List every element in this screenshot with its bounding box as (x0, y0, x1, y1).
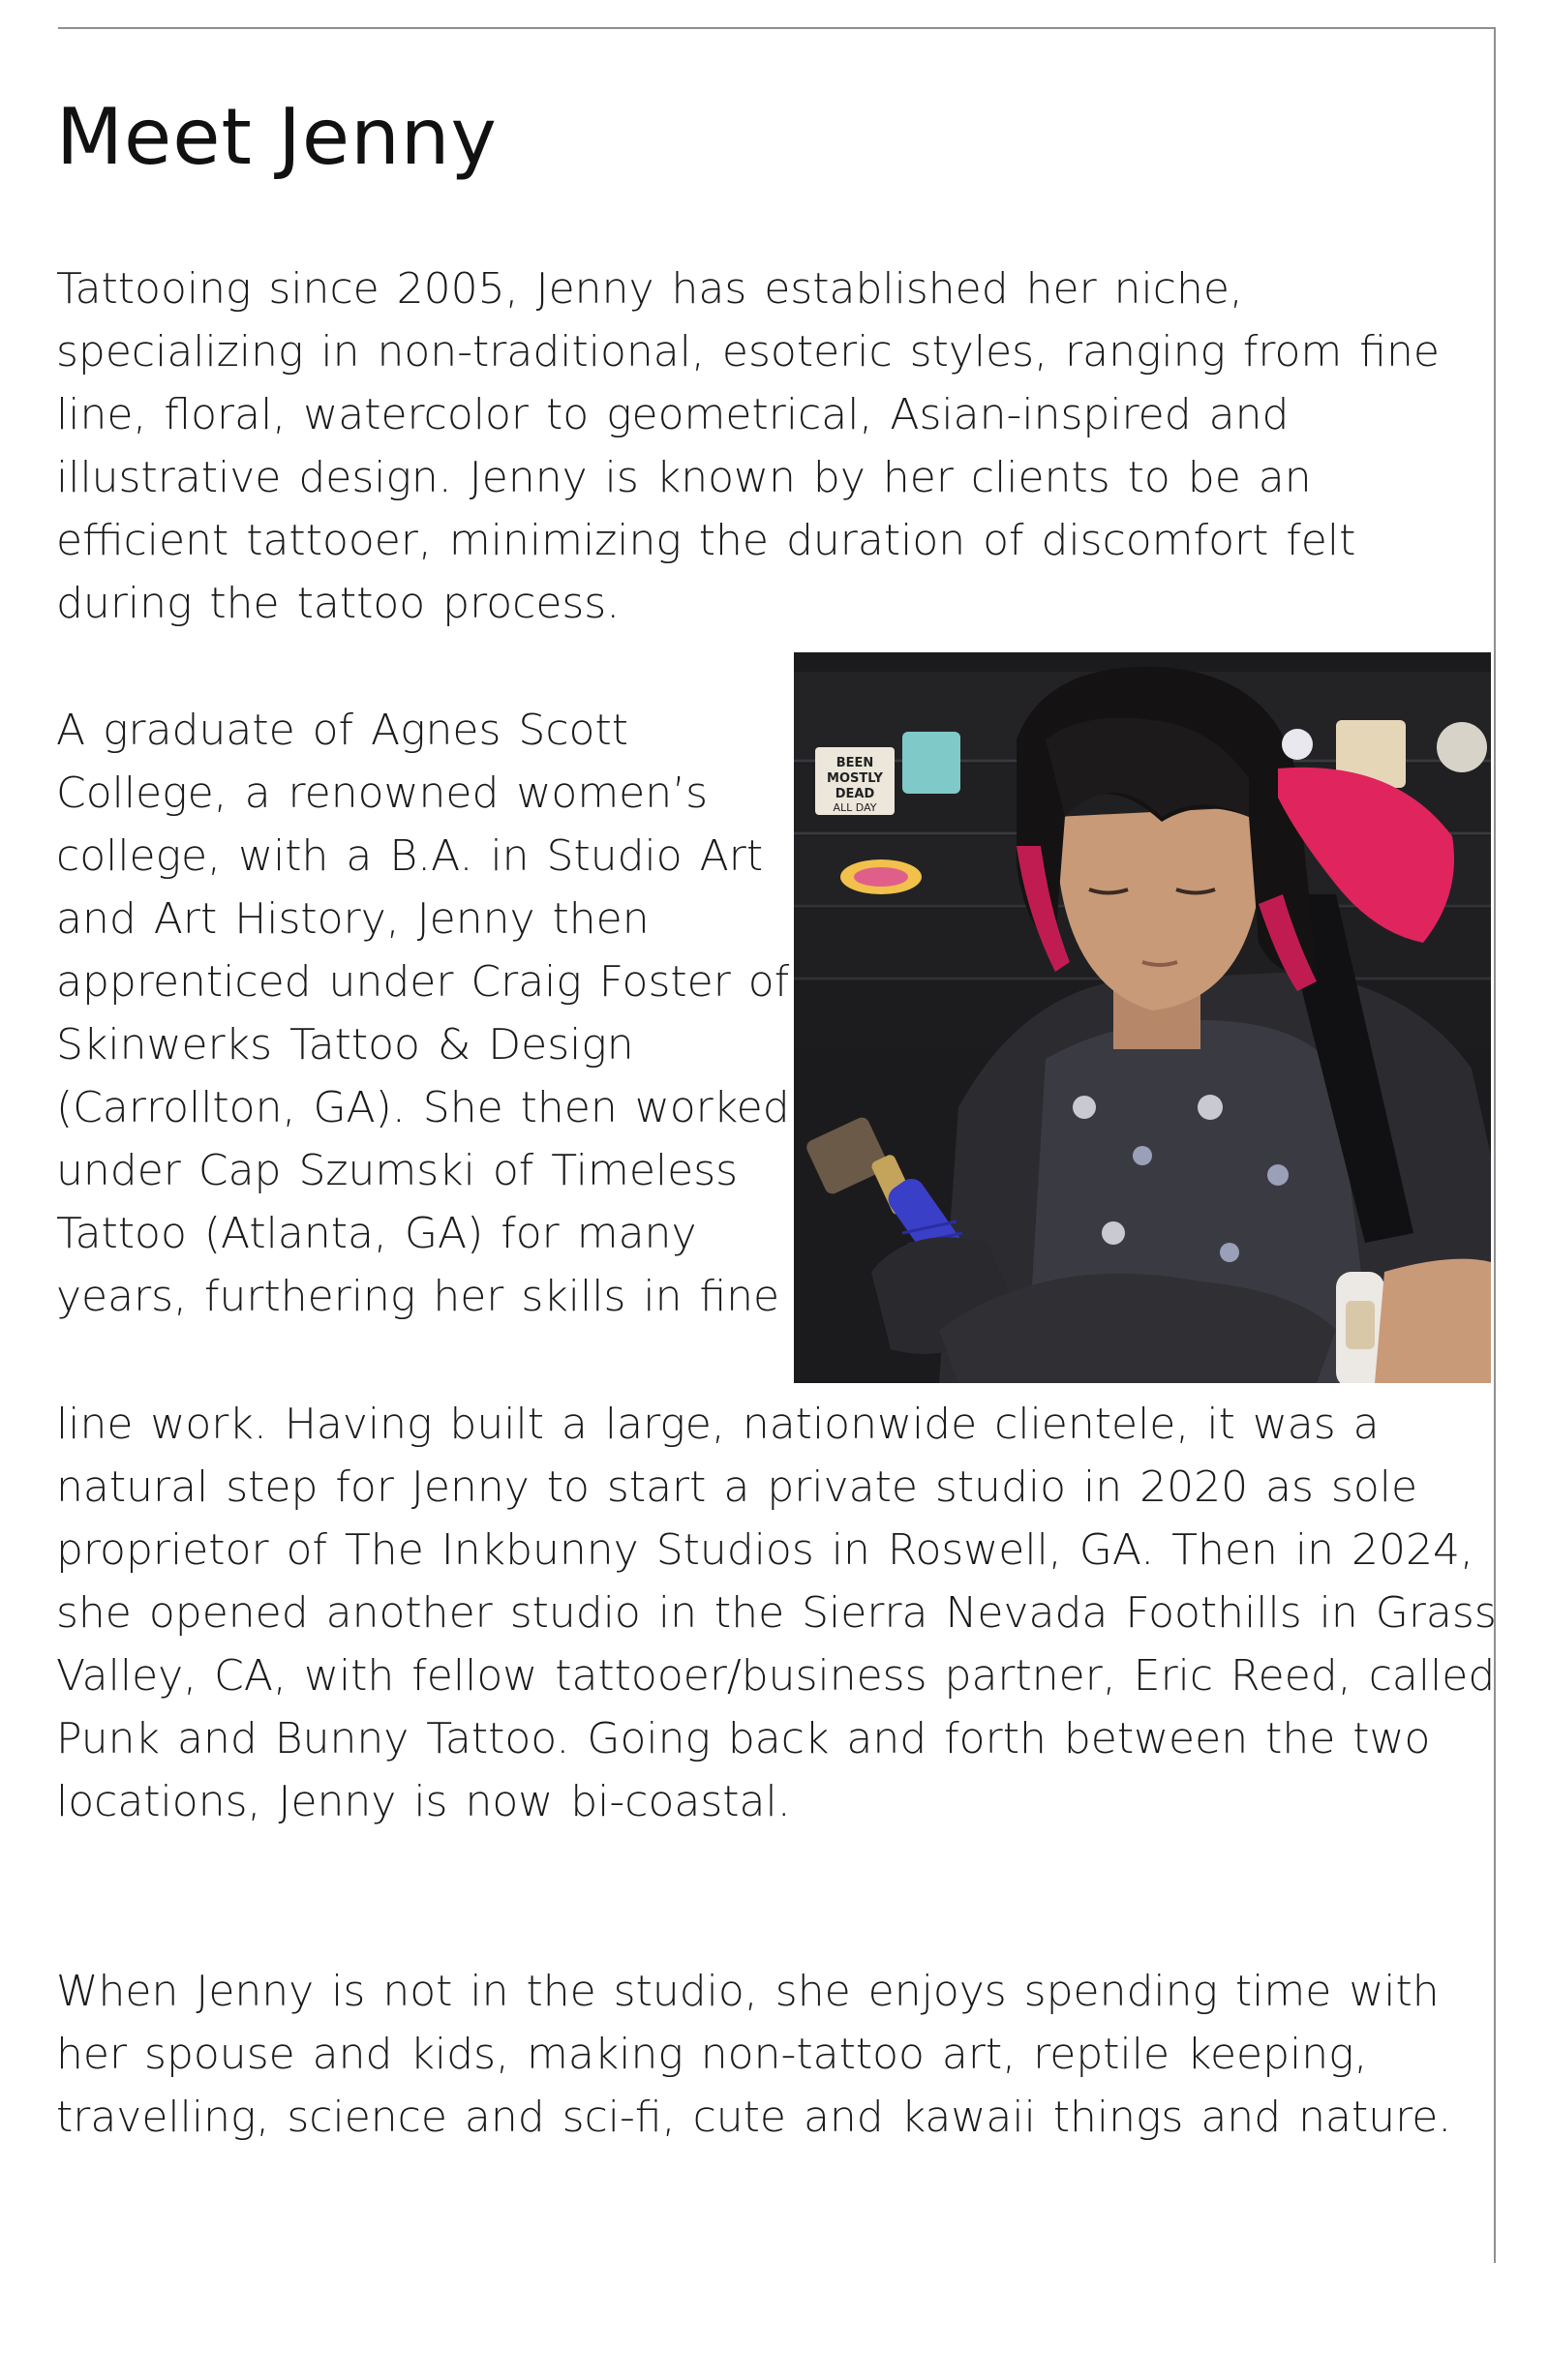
bio-paragraph-2-part-2: line work. Having built a large, nationwide clientele, it was a natural step for Jenny to start a private studio in 2020 as sole proprietor of The Inkbunny Studios in Roswell, GA. Then in 2024, she opened another studio in the Sierra Nevada Foothills in Grass Valley, CA, with fellow tattooer/business partner, Eric Reed, called Punk and Bunny Tattoo. Going back and forth between the two locations, Jenny is now bi-coastal. (56, 1400, 1497, 1826)
sticker-text-line-1: BEEN (835, 756, 874, 770)
svg-text:ALL DAY: ALL DAY (833, 801, 877, 814)
svg-text:DEAD: DEAD (835, 787, 875, 801)
svg-text:MOSTLY: MOSTLY (827, 771, 883, 786)
artist-photo (794, 652, 1491, 1383)
bio-paragraph-1: Tattooing since 2005, Jenny has established her niche, specializing in non-traditional, esoteric styles, ranging from fine line, floral, watercolor to geometrical, Asian-inspired and illustrative design. Jenny is known by her clients to be an efficient tattooer, minimizing the duration of discomfort felt during the tattoo process. (56, 264, 1440, 628)
frame-top-border (58, 27, 1496, 29)
artist-photo-illustration (794, 652, 1491, 1383)
bio-paragraph-2-part-1: A graduate of Agnes Scott College, a renowned women’s college, with a B.A. in Studio Art and Art History, Jenny then apprenticed under Craig Foster of Skinwerks Tattoo & Design (Carrollton, GA). She then worked under Cap Szumski of Timeless Tattoo (Atlanta, GA) for many years, furthering her skills in fine (56, 706, 790, 1321)
bio-paragraph-3: When Jenny is not in the studio, she enjoys spending time with her spouse and kids, making non-tattoo art, reptile keeping, travelling, science and sci-fi, cute and kawaii things and nature. (56, 1967, 1452, 2142)
page-title: Meet Jenny (56, 92, 498, 182)
